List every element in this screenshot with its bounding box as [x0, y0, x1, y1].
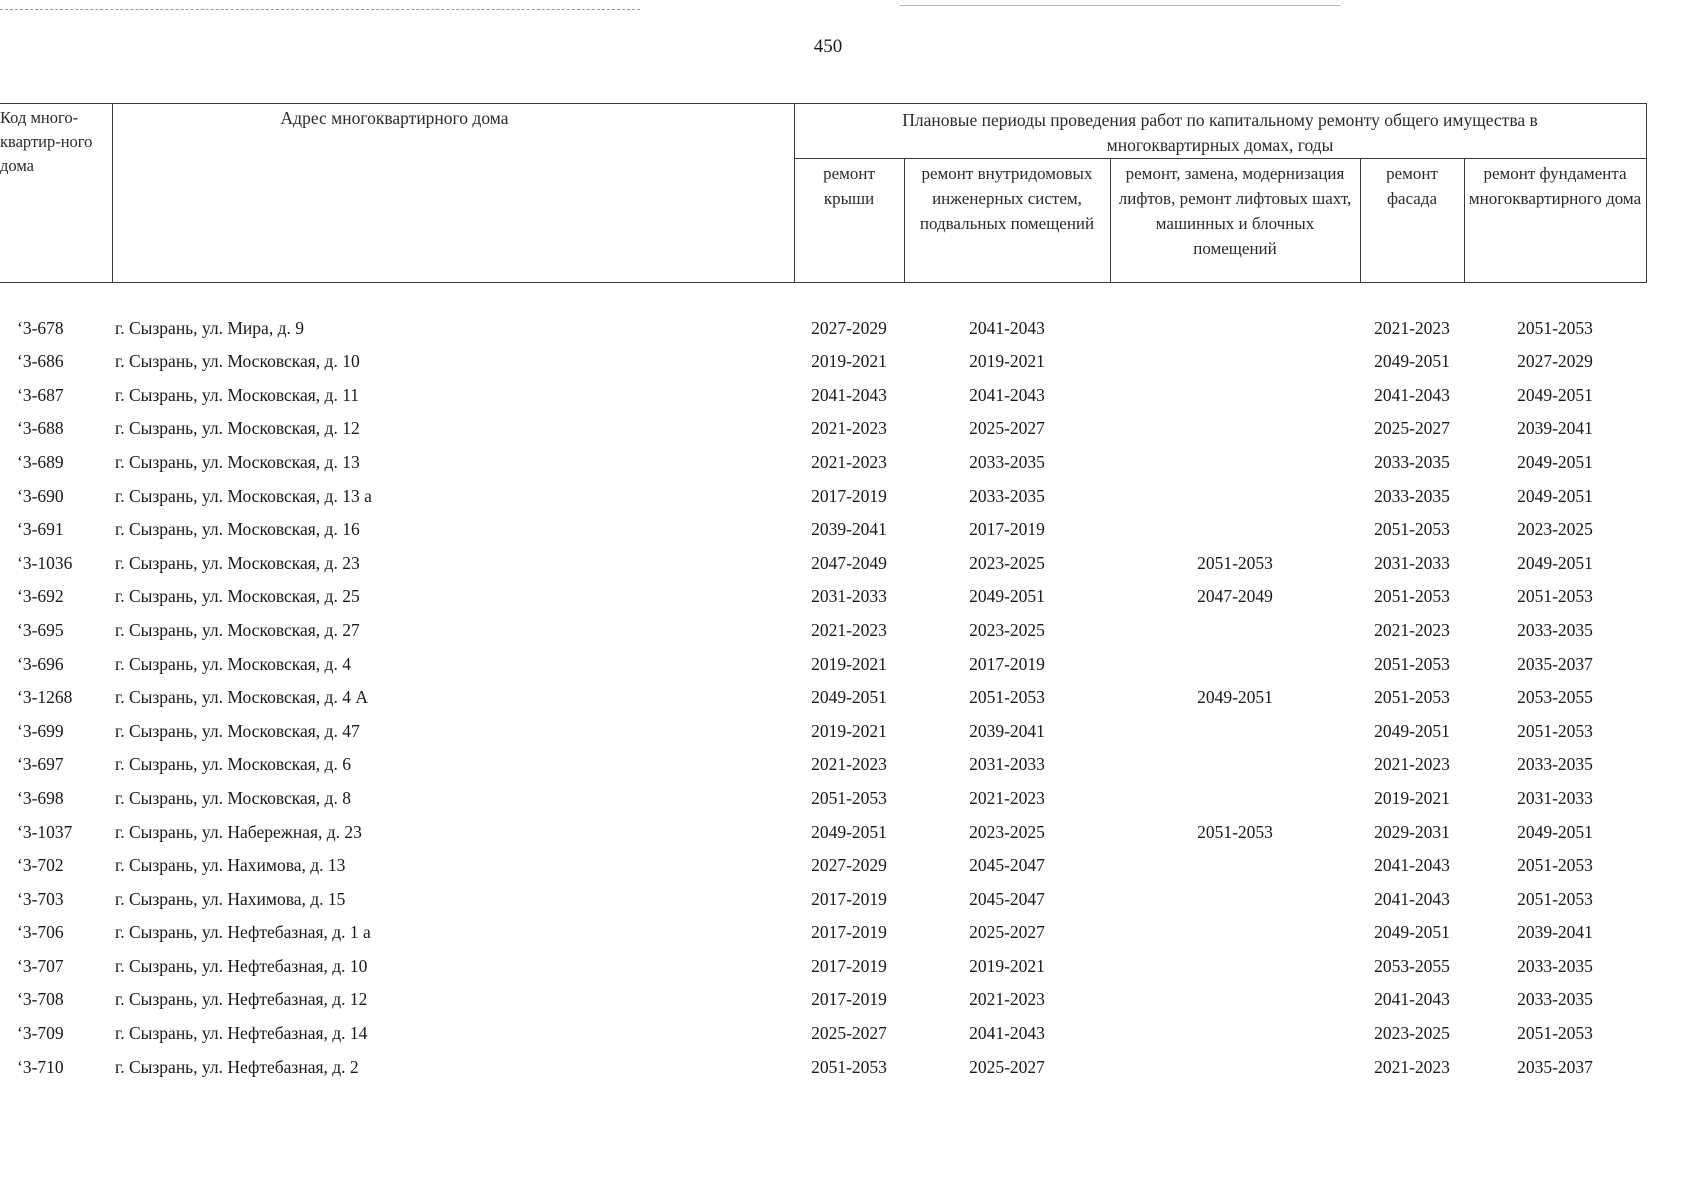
cell-code: ‘3-710 — [17, 1056, 64, 1077]
table-row — [0, 585, 1646, 619]
cell-facade: 2051-2053 — [1374, 653, 1450, 674]
cell-address: г. Сызрань, ул. Нефтебазная, д. 1 а — [115, 922, 371, 943]
cell-facade: 2023-2025 — [1374, 1023, 1450, 1044]
cell-foundation: 2049-2051 — [1517, 451, 1593, 472]
cell-code: ‘3-708 — [17, 989, 64, 1010]
cell-engineering: 2021-2023 — [969, 989, 1045, 1010]
cell-lifts — [1110, 317, 1360, 351]
header-foundation: ремонт фундамента многоквартирного дома — [1464, 159, 1646, 283]
cell-roof: 2021-2023 — [811, 418, 887, 439]
cell-code: ‘3-686 — [17, 351, 64, 372]
table-row — [0, 1022, 1646, 1056]
cell-facade: 2051-2053 — [1374, 586, 1450, 607]
table-row — [0, 1056, 1646, 1090]
cell-address: г. Сызрань, ул. Нахимова, д. 15 — [115, 888, 346, 909]
cell-lifts: 2047-2049 — [1197, 586, 1273, 607]
cell-roof: 2019-2021 — [811, 351, 887, 372]
cell-foundation: 2033-2035 — [1517, 955, 1593, 976]
cell-code: ‘3-678 — [17, 317, 64, 338]
cell-foundation: 2051-2053 — [1517, 586, 1593, 607]
cell-facade: 2041-2043 — [1374, 855, 1450, 876]
cell-engineering: 2041-2043 — [969, 384, 1045, 405]
cell-lifts: 2051-2053 — [1197, 821, 1273, 842]
header-code: Код много-квартир-ного дома — [0, 104, 112, 283]
cell-code: ‘3-688 — [17, 418, 64, 439]
cell-roof: 2017-2019 — [811, 888, 887, 909]
cell-foundation: 2033-2035 — [1517, 619, 1593, 640]
cell-address: г. Сызрань, ул. Московская, д. 12 — [115, 418, 360, 439]
cell-foundation: 2035-2037 — [1517, 653, 1593, 674]
header-planned-periods: Плановые периоды проведения работ по капитальному ремонту общего имущества в многоквартирных домах, годы — [794, 104, 1646, 159]
cell-code: ‘3-691 — [17, 519, 64, 540]
table-row — [0, 384, 1646, 418]
cell-roof: 2049-2051 — [811, 821, 887, 842]
cell-address: г. Сызрань, ул. Московская, д. 16 — [115, 519, 360, 540]
cell-roof: 2017-2019 — [811, 989, 887, 1010]
cell-engineering: 2049-2051 — [969, 586, 1045, 607]
cell-facade: 2031-2033 — [1374, 552, 1450, 573]
table-row — [0, 653, 1646, 687]
cell-foundation: 2023-2025 — [1517, 519, 1593, 540]
cell-code: ‘3-696 — [17, 653, 64, 674]
cell-engineering: 2041-2043 — [969, 1023, 1045, 1044]
cell-lifts — [1110, 921, 1360, 955]
cell-roof: 2027-2029 — [811, 317, 887, 338]
table-row — [0, 518, 1646, 552]
cell-address: г. Сызрань, ул. Московская, д. 10 — [115, 351, 360, 372]
cell-address: г. Сызрань, ул. Московская, д. 4 — [115, 653, 351, 674]
cell-foundation: 2039-2041 — [1517, 418, 1593, 439]
cell-engineering: 2025-2027 — [969, 418, 1045, 439]
cell-facade: 2041-2043 — [1374, 888, 1450, 909]
cell-roof: 2021-2023 — [811, 619, 887, 640]
cell-facade: 2019-2021 — [1374, 787, 1450, 808]
cell-facade: 2025-2027 — [1374, 418, 1450, 439]
cell-roof: 2041-2043 — [811, 384, 887, 405]
cell-address: г. Сызрань, ул. Нефтебазная, д. 14 — [115, 1023, 368, 1044]
cell-code: ‘3-699 — [17, 720, 64, 741]
cell-engineering: 2019-2021 — [969, 351, 1045, 372]
cell-facade: 2053-2055 — [1374, 955, 1450, 976]
cell-foundation: 2039-2041 — [1517, 922, 1593, 943]
cell-code: ‘3-698 — [17, 787, 64, 808]
cell-address: г. Сызрань, ул. Московская, д. 27 — [115, 619, 360, 640]
cell-foundation: 2051-2053 — [1517, 1023, 1593, 1044]
cell-code: ‘3-707 — [17, 955, 64, 976]
cell-foundation: 2033-2035 — [1517, 989, 1593, 1010]
cell-code: ‘3-703 — [17, 888, 64, 909]
cell-roof: 2021-2023 — [811, 754, 887, 775]
cell-engineering: 2023-2025 — [969, 821, 1045, 842]
cell-facade: 2041-2043 — [1374, 989, 1450, 1010]
cell-lifts — [1110, 720, 1360, 754]
cell-foundation: 2031-2033 — [1517, 787, 1593, 808]
cell-foundation: 2051-2053 — [1517, 888, 1593, 909]
cell-lifts — [1110, 384, 1360, 418]
cell-code: ‘3-702 — [17, 855, 64, 876]
cell-roof: 2019-2021 — [811, 653, 887, 674]
cell-roof: 2049-2051 — [811, 687, 887, 708]
cell-code: ‘3-692 — [17, 586, 64, 607]
cell-engineering: 2023-2025 — [969, 552, 1045, 573]
cell-engineering: 2051-2053 — [969, 687, 1045, 708]
cell-engineering: 2041-2043 — [969, 317, 1045, 338]
cell-lifts: 2049-2051 — [1197, 687, 1273, 708]
table-row — [0, 921, 1646, 955]
cell-address: г. Сызрань, ул. Московская, д. 13 а — [115, 485, 372, 506]
cell-engineering: 2045-2047 — [969, 888, 1045, 909]
cell-engineering: 2017-2019 — [969, 519, 1045, 540]
cell-engineering: 2025-2027 — [969, 1056, 1045, 1077]
cell-facade: 2049-2051 — [1374, 922, 1450, 943]
cell-lifts — [1110, 417, 1360, 451]
cell-lifts — [1110, 988, 1360, 1022]
table-header — [0, 104, 1646, 283]
cell-engineering: 2045-2047 — [969, 855, 1045, 876]
cell-engineering: 2033-2035 — [969, 451, 1045, 472]
header-engineering: ремонт внутридомовых инженерных систем, подвальных помещений — [904, 159, 1110, 283]
cell-lifts — [1110, 753, 1360, 787]
cell-address: г. Сызрань, ул. Московская, д. 23 — [115, 552, 360, 573]
cell-address: г. Сызрань, ул. Нахимова, д. 13 — [115, 855, 346, 876]
cell-foundation: 2049-2051 — [1517, 384, 1593, 405]
cell-address: г. Сызрань, ул. Нефтебазная, д. 12 — [115, 989, 368, 1010]
cell-address: г. Сызрань, ул. Московская, д. 47 — [115, 720, 360, 741]
cell-foundation: 2049-2051 — [1517, 821, 1593, 842]
cell-address: г. Сызрань, ул. Набережная, д. 23 — [115, 821, 362, 842]
table-row — [0, 988, 1646, 1022]
header-facade: ремонт фасада — [1360, 159, 1464, 283]
cell-facade: 2049-2051 — [1374, 351, 1450, 372]
cell-engineering: 2025-2027 — [969, 922, 1045, 943]
cell-lifts — [1110, 653, 1360, 687]
cell-engineering: 2023-2025 — [969, 619, 1045, 640]
cell-code: ‘3-690 — [17, 485, 64, 506]
cell-code: ‘3-1037 — [17, 821, 73, 842]
cell-address: г. Сызрань, ул. Московская, д. 8 — [115, 787, 351, 808]
cell-facade: 2029-2031 — [1374, 821, 1450, 842]
cell-foundation: 2033-2035 — [1517, 754, 1593, 775]
table-body — [0, 283, 1646, 1090]
cell-facade: 2051-2053 — [1374, 519, 1450, 540]
header-address: Адрес многоквартирного дома — [112, 104, 794, 283]
header-roof: ремонт крыши — [794, 159, 904, 283]
cell-foundation: 2053-2055 — [1517, 687, 1593, 708]
cell-lifts — [1110, 955, 1360, 989]
cell-engineering: 2017-2019 — [969, 653, 1045, 674]
cell-engineering: 2033-2035 — [969, 485, 1045, 506]
cell-code: ‘3-706 — [17, 922, 64, 943]
table-row — [0, 485, 1646, 519]
table-row — [0, 821, 1646, 855]
cell-roof: 2019-2021 — [811, 720, 887, 741]
cell-lifts — [1110, 350, 1360, 384]
cell-code: ‘3-1268 — [17, 687, 73, 708]
cell-roof: 2031-2033 — [811, 586, 887, 607]
cell-code: ‘3-1036 — [17, 552, 73, 573]
cell-facade: 2021-2023 — [1374, 754, 1450, 775]
cell-facade: 2051-2053 — [1374, 687, 1450, 708]
header-lifts: ремонт, замена, модернизация лифтов, ремонт лифтовых шахт, машинных и блочных помещений — [1110, 159, 1360, 283]
cell-facade: 2021-2023 — [1374, 317, 1450, 338]
cell-roof: 2051-2053 — [811, 787, 887, 808]
cell-address: г. Сызрань, ул. Нефтебазная, д. 2 — [115, 1056, 359, 1077]
cell-address: г. Сызрань, ул. Мира, д. 9 — [115, 317, 304, 338]
cell-engineering: 2021-2023 — [969, 787, 1045, 808]
cell-code: ‘3-709 — [17, 1023, 64, 1044]
cell-roof: 2039-2041 — [811, 519, 887, 540]
cell-lifts — [1110, 485, 1360, 519]
cell-roof: 2017-2019 — [811, 922, 887, 943]
cell-lifts — [1110, 888, 1360, 922]
table-row — [0, 417, 1646, 451]
cell-foundation: 2051-2053 — [1517, 855, 1593, 876]
page-number: 450 — [813, 36, 843, 57]
table-row — [0, 451, 1646, 485]
cell-address: г. Сызрань, ул. Московская, д. 25 — [115, 586, 360, 607]
table-row — [0, 787, 1646, 821]
cell-engineering: 2031-2033 — [969, 754, 1045, 775]
cell-foundation: 2049-2051 — [1517, 485, 1593, 506]
cell-roof: 2047-2049 — [811, 552, 887, 573]
cell-address: г. Сызрань, ул. Московская, д. 6 — [115, 754, 351, 775]
table-row — [0, 854, 1646, 888]
cell-facade: 2021-2023 — [1374, 1056, 1450, 1077]
cell-lifts — [1110, 619, 1360, 653]
cell-lifts — [1110, 518, 1360, 552]
cell-engineering: 2019-2021 — [969, 955, 1045, 976]
cell-facade: 2021-2023 — [1374, 619, 1450, 640]
cell-foundation: 2049-2051 — [1517, 552, 1593, 573]
table-row — [0, 552, 1646, 586]
cell-roof: 2025-2027 — [811, 1023, 887, 1044]
table-row — [0, 350, 1646, 384]
table-row — [0, 317, 1646, 351]
cell-address: г. Сызрань, ул. Московская, д. 4 А — [115, 687, 368, 708]
table-row — [0, 888, 1646, 922]
cell-roof: 2021-2023 — [811, 451, 887, 472]
cell-facade: 2033-2035 — [1374, 485, 1450, 506]
cell-lifts — [1110, 1022, 1360, 1056]
cell-engineering: 2039-2041 — [969, 720, 1045, 741]
table-row — [0, 686, 1646, 720]
cell-roof: 2017-2019 — [811, 485, 887, 506]
cell-lifts — [1110, 451, 1360, 485]
cell-foundation: 2027-2029 — [1517, 351, 1593, 372]
scan-edge-line — [900, 5, 1340, 6]
table-row — [0, 753, 1646, 787]
cell-roof: 2027-2029 — [811, 855, 887, 876]
cell-roof: 2051-2053 — [811, 1056, 887, 1077]
cell-foundation: 2035-2037 — [1517, 1056, 1593, 1077]
cell-facade: 2049-2051 — [1374, 720, 1450, 741]
cell-code: ‘3-689 — [17, 451, 64, 472]
cell-code: ‘3-697 — [17, 754, 64, 775]
cell-foundation: 2051-2053 — [1517, 720, 1593, 741]
cell-foundation: 2051-2053 — [1517, 317, 1593, 338]
cell-address: г. Сызрань, ул. Нефтебазная, д. 10 — [115, 955, 368, 976]
scan-edge-line — [0, 9, 640, 10]
cell-lifts — [1110, 1056, 1360, 1090]
cell-facade: 2041-2043 — [1374, 384, 1450, 405]
table-row — [0, 619, 1646, 653]
cell-code: ‘3-687 — [17, 384, 64, 405]
cell-roof: 2017-2019 — [811, 955, 887, 976]
cell-code: ‘3-695 — [17, 619, 64, 640]
cell-address: г. Сызрань, ул. Московская, д. 11 — [115, 384, 360, 405]
table-row — [0, 720, 1646, 754]
cell-facade: 2033-2035 — [1374, 451, 1450, 472]
cell-lifts — [1110, 854, 1360, 888]
cell-lifts: 2051-2053 — [1197, 552, 1273, 573]
cell-lifts — [1110, 787, 1360, 821]
cell-address: г. Сызрань, ул. Московская, д. 13 — [115, 451, 360, 472]
table-row — [0, 955, 1646, 989]
capital-repair-schedule-table — [0, 103, 1647, 1089]
